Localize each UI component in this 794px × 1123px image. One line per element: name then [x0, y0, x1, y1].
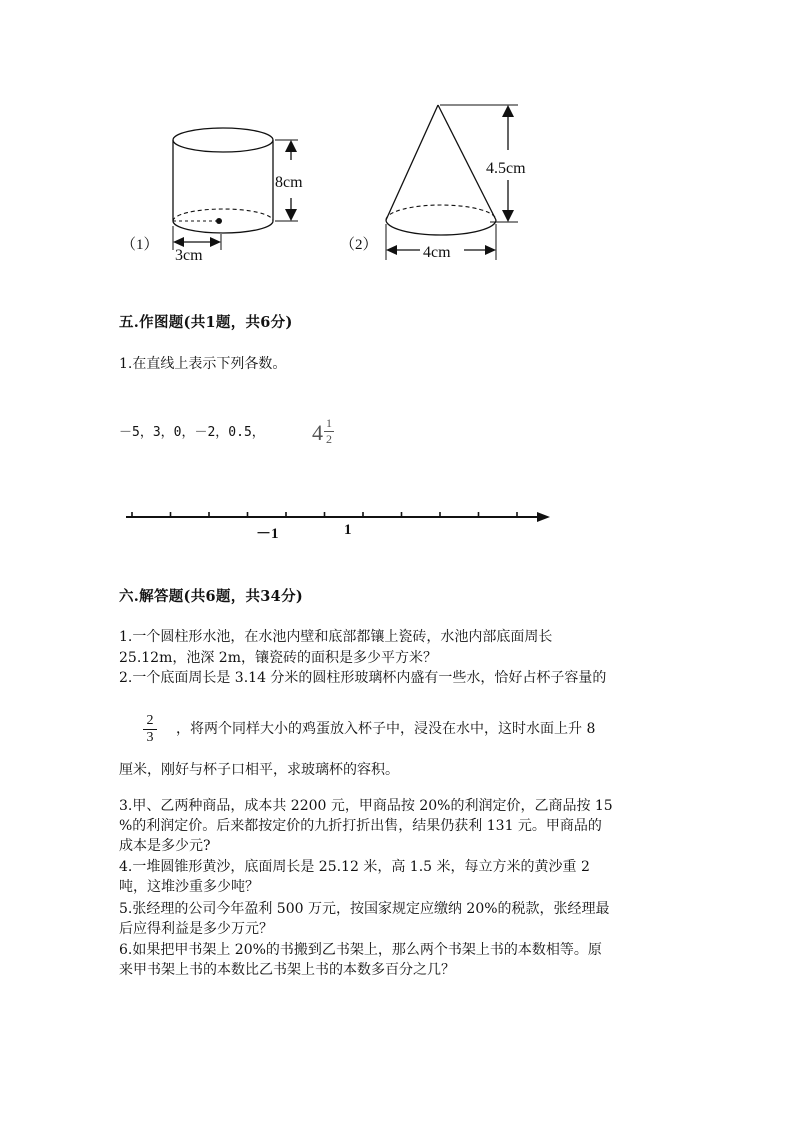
q2-fraction — [143, 714, 157, 745]
q3-line1: 3.甲、乙两种商品，成本共 2200 元，甲商品按 20%的利润定价，乙商品按 15 — [119, 798, 613, 814]
cone-base-back-arc — [386, 205, 496, 220]
mixed-number-whole: 4 — [312, 420, 323, 445]
cylinder-top-ellipse — [173, 128, 273, 152]
q2-fraction-denominator: 3 — [146, 730, 154, 745]
q1-line1: 1.一个圆柱形水池，在水池内壁和底部都镶上瓷砖，水池内部底面周长 — [119, 629, 553, 645]
cone-diam-arrowhead-left — [386, 245, 397, 255]
fig1-diameter-label: 3cm — [175, 247, 203, 264]
section5-numbers: －5，3，0，－2，0.5， — [119, 425, 265, 440]
cone-height-arrowhead-down — [502, 210, 514, 222]
axis-label-one: 1 — [344, 522, 352, 538]
fig2-label: （2） — [340, 237, 378, 253]
height-arrowhead-down — [285, 209, 297, 221]
section5-q1: 1.在直线上表示下列各数。 — [119, 356, 287, 372]
fig1-height-label: 8cm — [275, 174, 303, 191]
cylinder-bottom-front-arc — [173, 221, 273, 233]
cone-base-front-arc — [386, 220, 496, 235]
fig2-height-label: 4.5cm — [486, 160, 526, 177]
q4-line2: 吨，这堆沙重多少吨？ — [119, 879, 259, 895]
q5-line1: 5.张经理的公司今年盈利 500 万元，按国家规定应缴纳 20%的税款，张经理最 — [119, 901, 610, 917]
cone-left-edge — [386, 105, 438, 220]
mixed-number-numerator: 1 — [326, 416, 332, 430]
number-line-arrowhead — [537, 512, 550, 522]
section6-title: 六.解答题(共6题，共34分) — [119, 588, 304, 605]
cone-height-arrowhead-up — [502, 105, 514, 117]
section5-title: 五.作图题(共1题，共6分) — [119, 314, 293, 331]
q2-line2: ，将两个同样大小的鸡蛋放入杯子中，浸没在水中，这时水面上升 8 — [176, 721, 596, 737]
cone-diam-arrowhead-right — [485, 245, 496, 255]
number-line — [120, 505, 560, 530]
mixed-number-denominator: 2 — [326, 432, 332, 446]
cylinder-center-dot — [216, 218, 222, 224]
height-arrowhead-up — [285, 140, 297, 152]
mixed-number-fraction — [324, 417, 334, 446]
q5-line2: 后应得利益是多少万元？ — [119, 921, 273, 937]
q6-line2: 来甲书架上书的本数比乙书架上书的本数多百分之几？ — [119, 962, 455, 978]
radius-arrowhead-left — [173, 237, 184, 247]
q2-line1: 2.一个底面周长是 3.14 分米的圆柱形玻璃杯内盛有一些水，恰好占杯子容量的 — [119, 670, 607, 686]
axis-label-minus-one: －1 — [256, 526, 279, 542]
q4-line1: 4.一堆圆锥形黄沙，底面周长是 25.12 米，高 1.5 米，每立方米的黄沙重 2 — [119, 859, 590, 875]
q3-line2: %的利润定价。后来都按定价的九折打折出售，结果仍获利 131 元。甲商品的 — [119, 818, 602, 834]
q2-line3: 厘米，刚好与杯子口相平，求玻璃杯的容积。 — [119, 762, 399, 778]
q6-line1: 6.如果把甲书架上 20%的书搬到乙书架上，那么两个书架上书的本数相等。原 — [119, 942, 602, 958]
fig2-diameter-label: 4cm — [423, 244, 451, 261]
q3-line3: 成本是多少元? — [119, 838, 211, 854]
fig1-label: （1） — [121, 237, 159, 253]
radius-arrowhead-right — [210, 237, 221, 247]
cylinder-bottom-back-arc — [173, 209, 273, 221]
q2-fraction-numerator: 2 — [146, 713, 154, 728]
q1-line2: 25.12m，池深 2m，镶瓷砖的面积是多少平方米？ — [119, 650, 437, 666]
cone-figure — [380, 100, 540, 270]
